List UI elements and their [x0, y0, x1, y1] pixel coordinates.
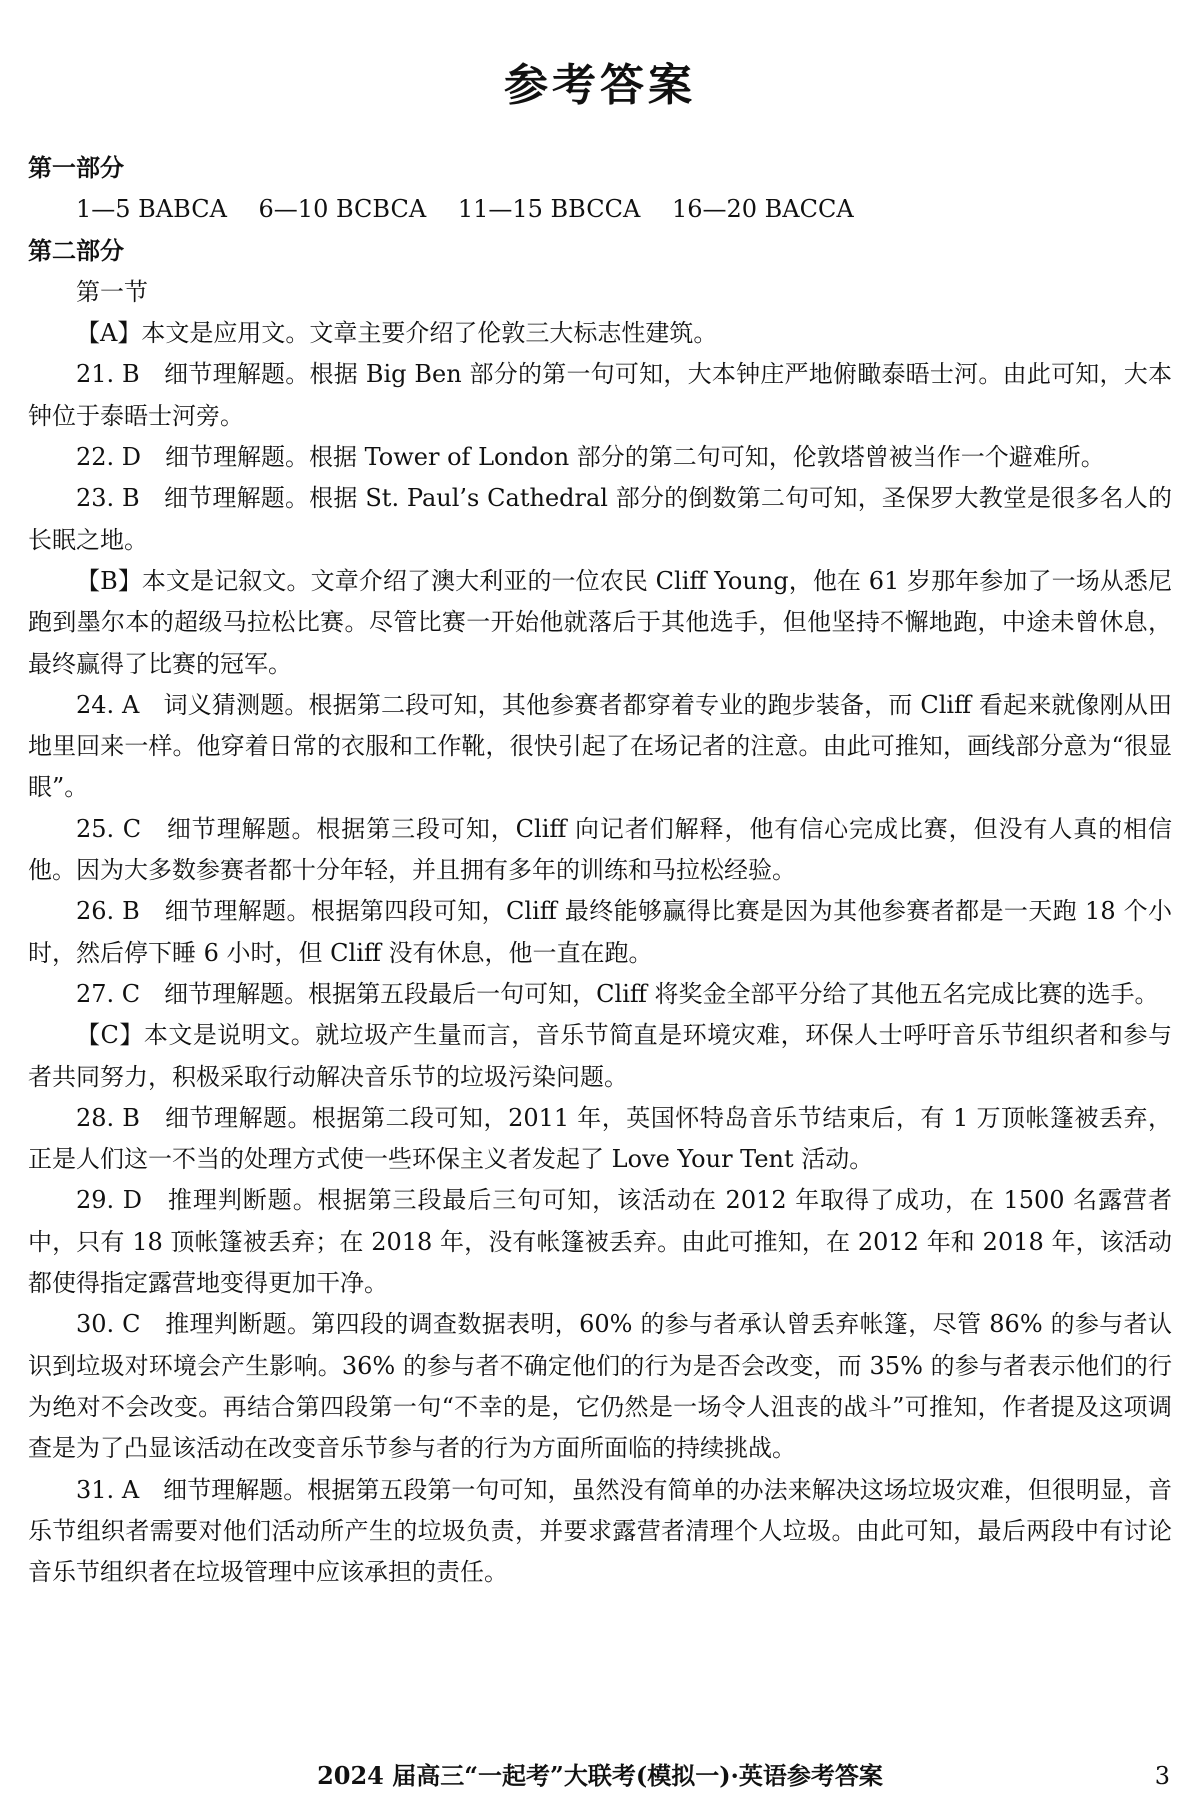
subsection-heading-one: 第一节	[76, 277, 148, 306]
passage-a-summary: 【A】本文是应用文。文章主要介绍了伦敦三大标志性建筑。	[76, 319, 718, 348]
answer-28: 28. B 细节理解题。根据第二段可知，2011 年，英国怀特岛音乐节结束后，有 1 万顶帐篷被丢弃，正是人们这一不当的处理方式使一些环保主义者发起了 Love Your Tent 活动。	[28, 1103, 1172, 1174]
answer-21: 21. B 细节理解题。根据 Big Ben 部分的第一句可知，大本钟庄严地俯瞰泰晤士河。由此可知，大本钟位于泰晤士河旁。	[28, 360, 1172, 430]
section-heading-part-one: 第一部分	[28, 154, 124, 182]
answer-31: 31. A 细节理解题。根据第五段第一句可知，虽然没有简单的办法来解决这场垃圾灾难，但很明显，音乐节组织者需要对他们活动所产生的垃圾负责，并要求露营者清理个人垃圾。由此可知，最后两段中有讨论音乐节组织者在垃圾管理中应该承担的责任。	[28, 1475, 1172, 1587]
answers-1-20: 1—5 BABCA 6—10 BCBCA 11—15 BBCCA 16—20 BACCA	[76, 195, 854, 224]
footer-title: 2024 届高三“一起考”大联考(模拟一)·英语参考答案	[317, 1761, 883, 1790]
page-title: 参考答案	[504, 60, 696, 111]
page-footer	[0, 1756, 1200, 1796]
answer-29: 29. D 推理判断题。根据第三段最后三句可知，该活动在 2012 年取得了成功，在 1500 名露营者中，只有 18 顶帐篷被丢弃；在 2018 年，没有帐篷被丢弃。由此可推知，在 2012 年和 2018 年，该活动都使得指定露营地变得更加干净。	[28, 1186, 1172, 1298]
section-heading-part-two: 第二部分	[28, 236, 124, 265]
answer-25: 25. C 细节理解题。根据第三段可知，Cliff 向记者们解释，他有信心完成比赛，但没有人真的相信他。因为大多数参赛者都十分年轻，并且拥有多年的训练和马拉松经验。	[28, 814, 1172, 885]
answer-24: 24. A 词义猜测题。根据第二段可知，其他参赛者都穿着专业的跑步装备，而 Cliff 看起来就像刚从田地里回来一样。他穿着日常的衣服和工作靴，很快引起了在场记者的注意。由此可推知，画线部分意为“很显眼”。	[28, 690, 1172, 802]
answer-30: 30. C 推理判断题。第四段的调查数据表明，60% 的参与者承认曾丢弃帐篷，尽管 86% 的参与者认识到垃圾对环境会产生影响。36% 的参与者不确定他们的行为是否会改变，而 35% 的参与者表示他们的行为绝对不会改变。再结合第四段第一句“不幸的是，它仍然是一场令人沮丧的战斗”可推知，作者提及这项调查是为了凸显该活动在改变音乐节参与者的行为方面所面临的持续挑战。	[28, 1310, 1172, 1463]
answer-22: 22. D 细节理解题。根据 Tower of London 部分的第二句可知，伦敦塔曾被当作一个避难所。	[76, 443, 1105, 472]
answer-26: 26. B 细节理解题。根据第四段可知，Cliff 最终能够赢得比赛是因为其他参赛者都是一天跑 18 个小时，然后停下睡 6 小时，但 Cliff 没有休息，他一直在跑。	[28, 897, 1172, 967]
passage-c-summary: 【C】本文是说明文。就垃圾产生量而言，音乐节简直是环境灾难，环保人士呼吁音乐节组织者和参与者共同努力，积极采取行动解决音乐节的垃圾污染问题。	[28, 1021, 1172, 1091]
passage-b-summary: 【B】本文是记叙文。文章介绍了澳大利亚的一位农民 Cliff Young，他在 61 岁那年参加了一场从悉尼跑到墨尔本的超级马拉松比赛。尽管比赛一开始他就落后于其他选手，但他坚持不懈地跑，中途未曾休息，最终赢得了比赛的冠军。	[28, 566, 1172, 678]
answer-23: 23. B 细节理解题。根据 St. Paul’s Cathedral 部分的倒数第二句可知，圣保罗大教堂是很多名人的长眠之地。	[28, 484, 1172, 554]
answer-27: 27. C 细节理解题。根据第五段最后一句可知，Cliff 将奖金全部平分给了其他五名完成比赛的选手。	[76, 979, 1159, 1008]
page-number: 3	[1154, 1762, 1170, 1790]
answer-content	[28, 148, 1172, 1593]
